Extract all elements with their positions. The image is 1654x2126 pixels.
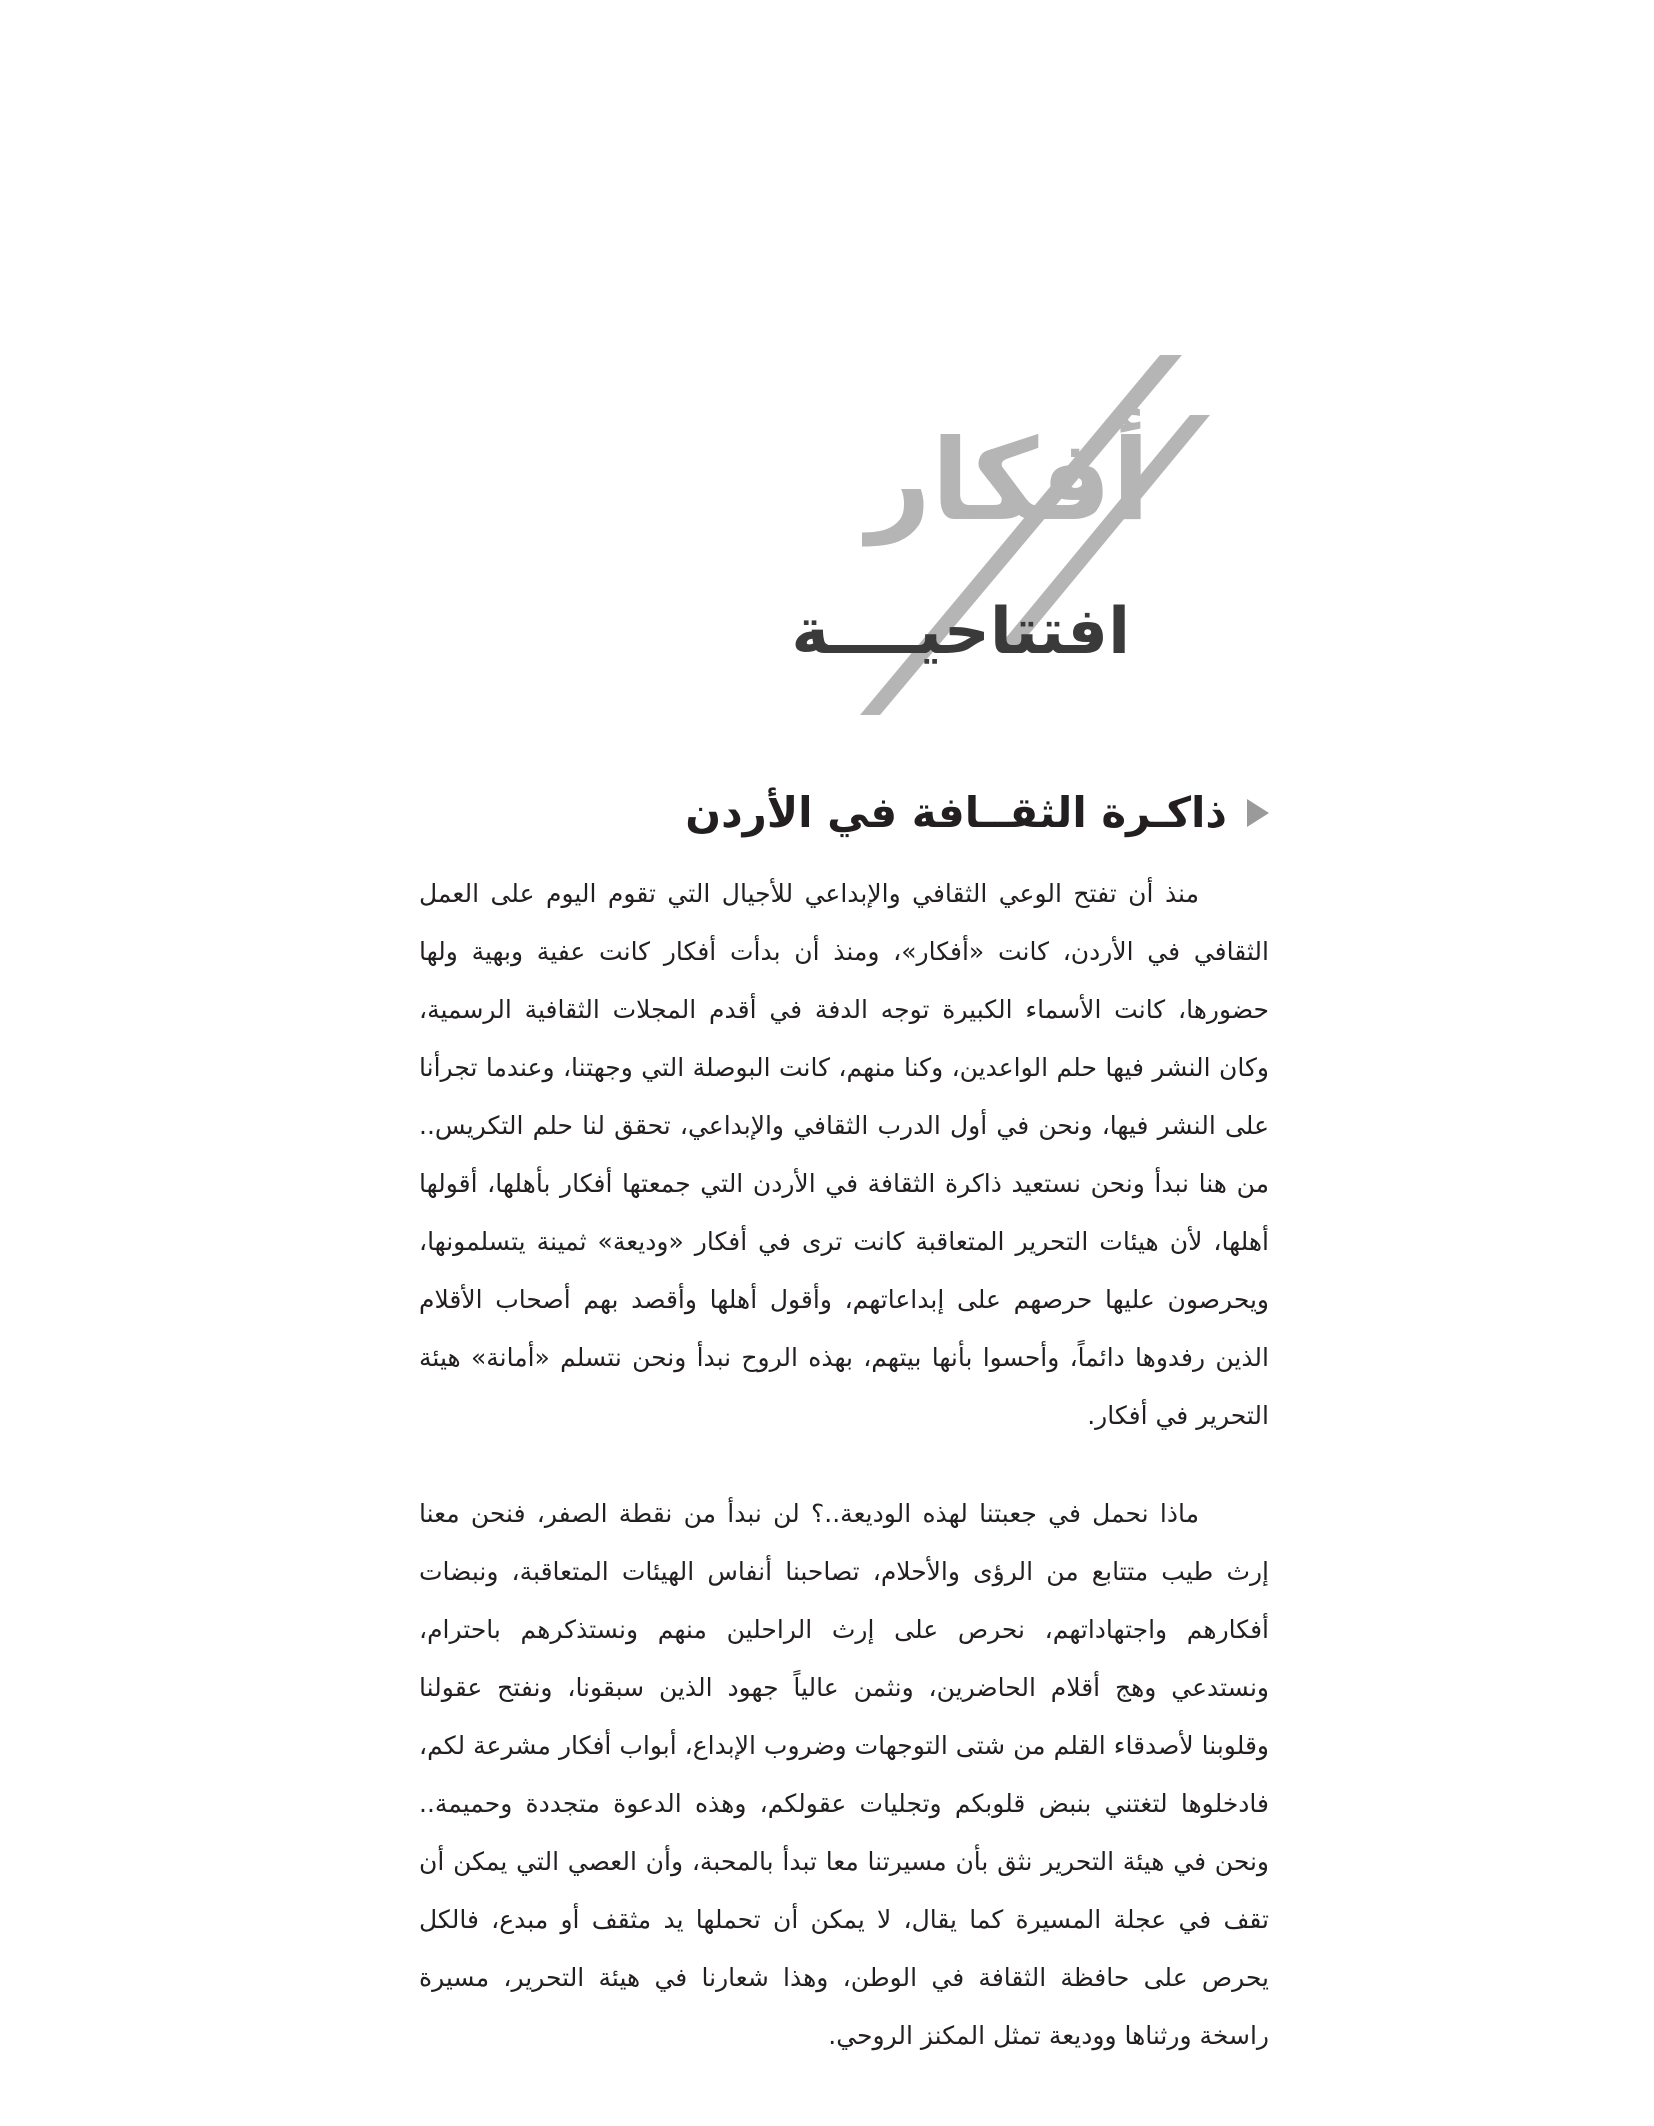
logo-wordmark: أفكار [866, 416, 1150, 546]
paragraph-2: ماذا نحمل في جعبتنا لهذه الوديعة..؟ لن نبدأ من نقطة الصفر، فنحن معنا إرث طيب متتابع من الرؤى والأحلام، تصاحبنا أنفاس الهيئات المتعاقبة، ونبضات أفكارهم واجتهاداتهم، نحرص على إرث الراحلين منهم ونستذكرهم باحترام، ونستدعي وهج أقلام الحاضرين، ونثمن عالياً جهود الذين سبقونا، ونفتح عقولنا وقلوبنا لأصدقاء القلم من شتى التوجهات وضروب الإبداع، أبواب أفكار مشرعة لكم، فادخلوها لتغتني بنبض قلوبكم وتجليات عقولكم، وهذه الدعوة متجددة وحميمة.. ونحن في هيئة التحرير نثق بأن مسيرتنا معا تبدأ بالمحبة، وأن العصي التي يمكن أن تقف في عجلة المسيرة كما يقال، لا يمكن أن تحملها يد مثقف أو مبدع، فالكل يحرص على حافظة الثقافة في الوطن، وهذا شعارنا في هيئة التحرير، مسيرة راسخة ورثناها ووديعة تمثل المكنز الروحي. [419, 1499, 1269, 2050]
paragraph-1: منذ أن تفتح الوعي الثقافي والإبداعي للأجيال التي تقوم اليوم على العمل الثقافي في الأردن، كانت «أفكار»، ومنذ أن بدأت أفكار كانت عفية وبهية ولها حضورها، كانت الأسماء الكبيرة توجه الدفة في أقدم المجلات الثقافية الرسمية، وكان النشر فيها حلم الواعدين، وكنا منهم، كانت البوصلة التي وجهتنا، وعندما تجرأنا على النشر فيها، ونحن في أول الدرب الثقافي والإبداعي، تحقق لنا حلم التكريس.. من هنا نبدأ ونحن نستعيد ذاكرة الثقافة في الأردن التي جمعتها أفكار بأهلها، أقولها أهلها، لأن هيئات التحرير المتعاقبة كانت ترى في أفكار «وديعة» ثمينة يتسلمونها، ويحرصون عليها حرصهم على إبداعاتهم، وأقول أهلها وأقصد بهم أصحاب الأقلام الذين رفدوها دائماً، وأحسوا بأنها بيتهم، بهذه الروح نبدأ ونحن نتسلم «أمانة» هيئة التحرير في أفكار. [419, 879, 1269, 1430]
article-heading [685, 788, 1269, 837]
triangle-marker-icon [1247, 799, 1269, 827]
magazine-logo [791, 355, 1300, 715]
article-title: ذاكـرة الثقــافة في الأردن [685, 788, 1227, 837]
section-label: افتتاحيــــة [791, 595, 1130, 669]
article-body [419, 865, 1269, 2065]
